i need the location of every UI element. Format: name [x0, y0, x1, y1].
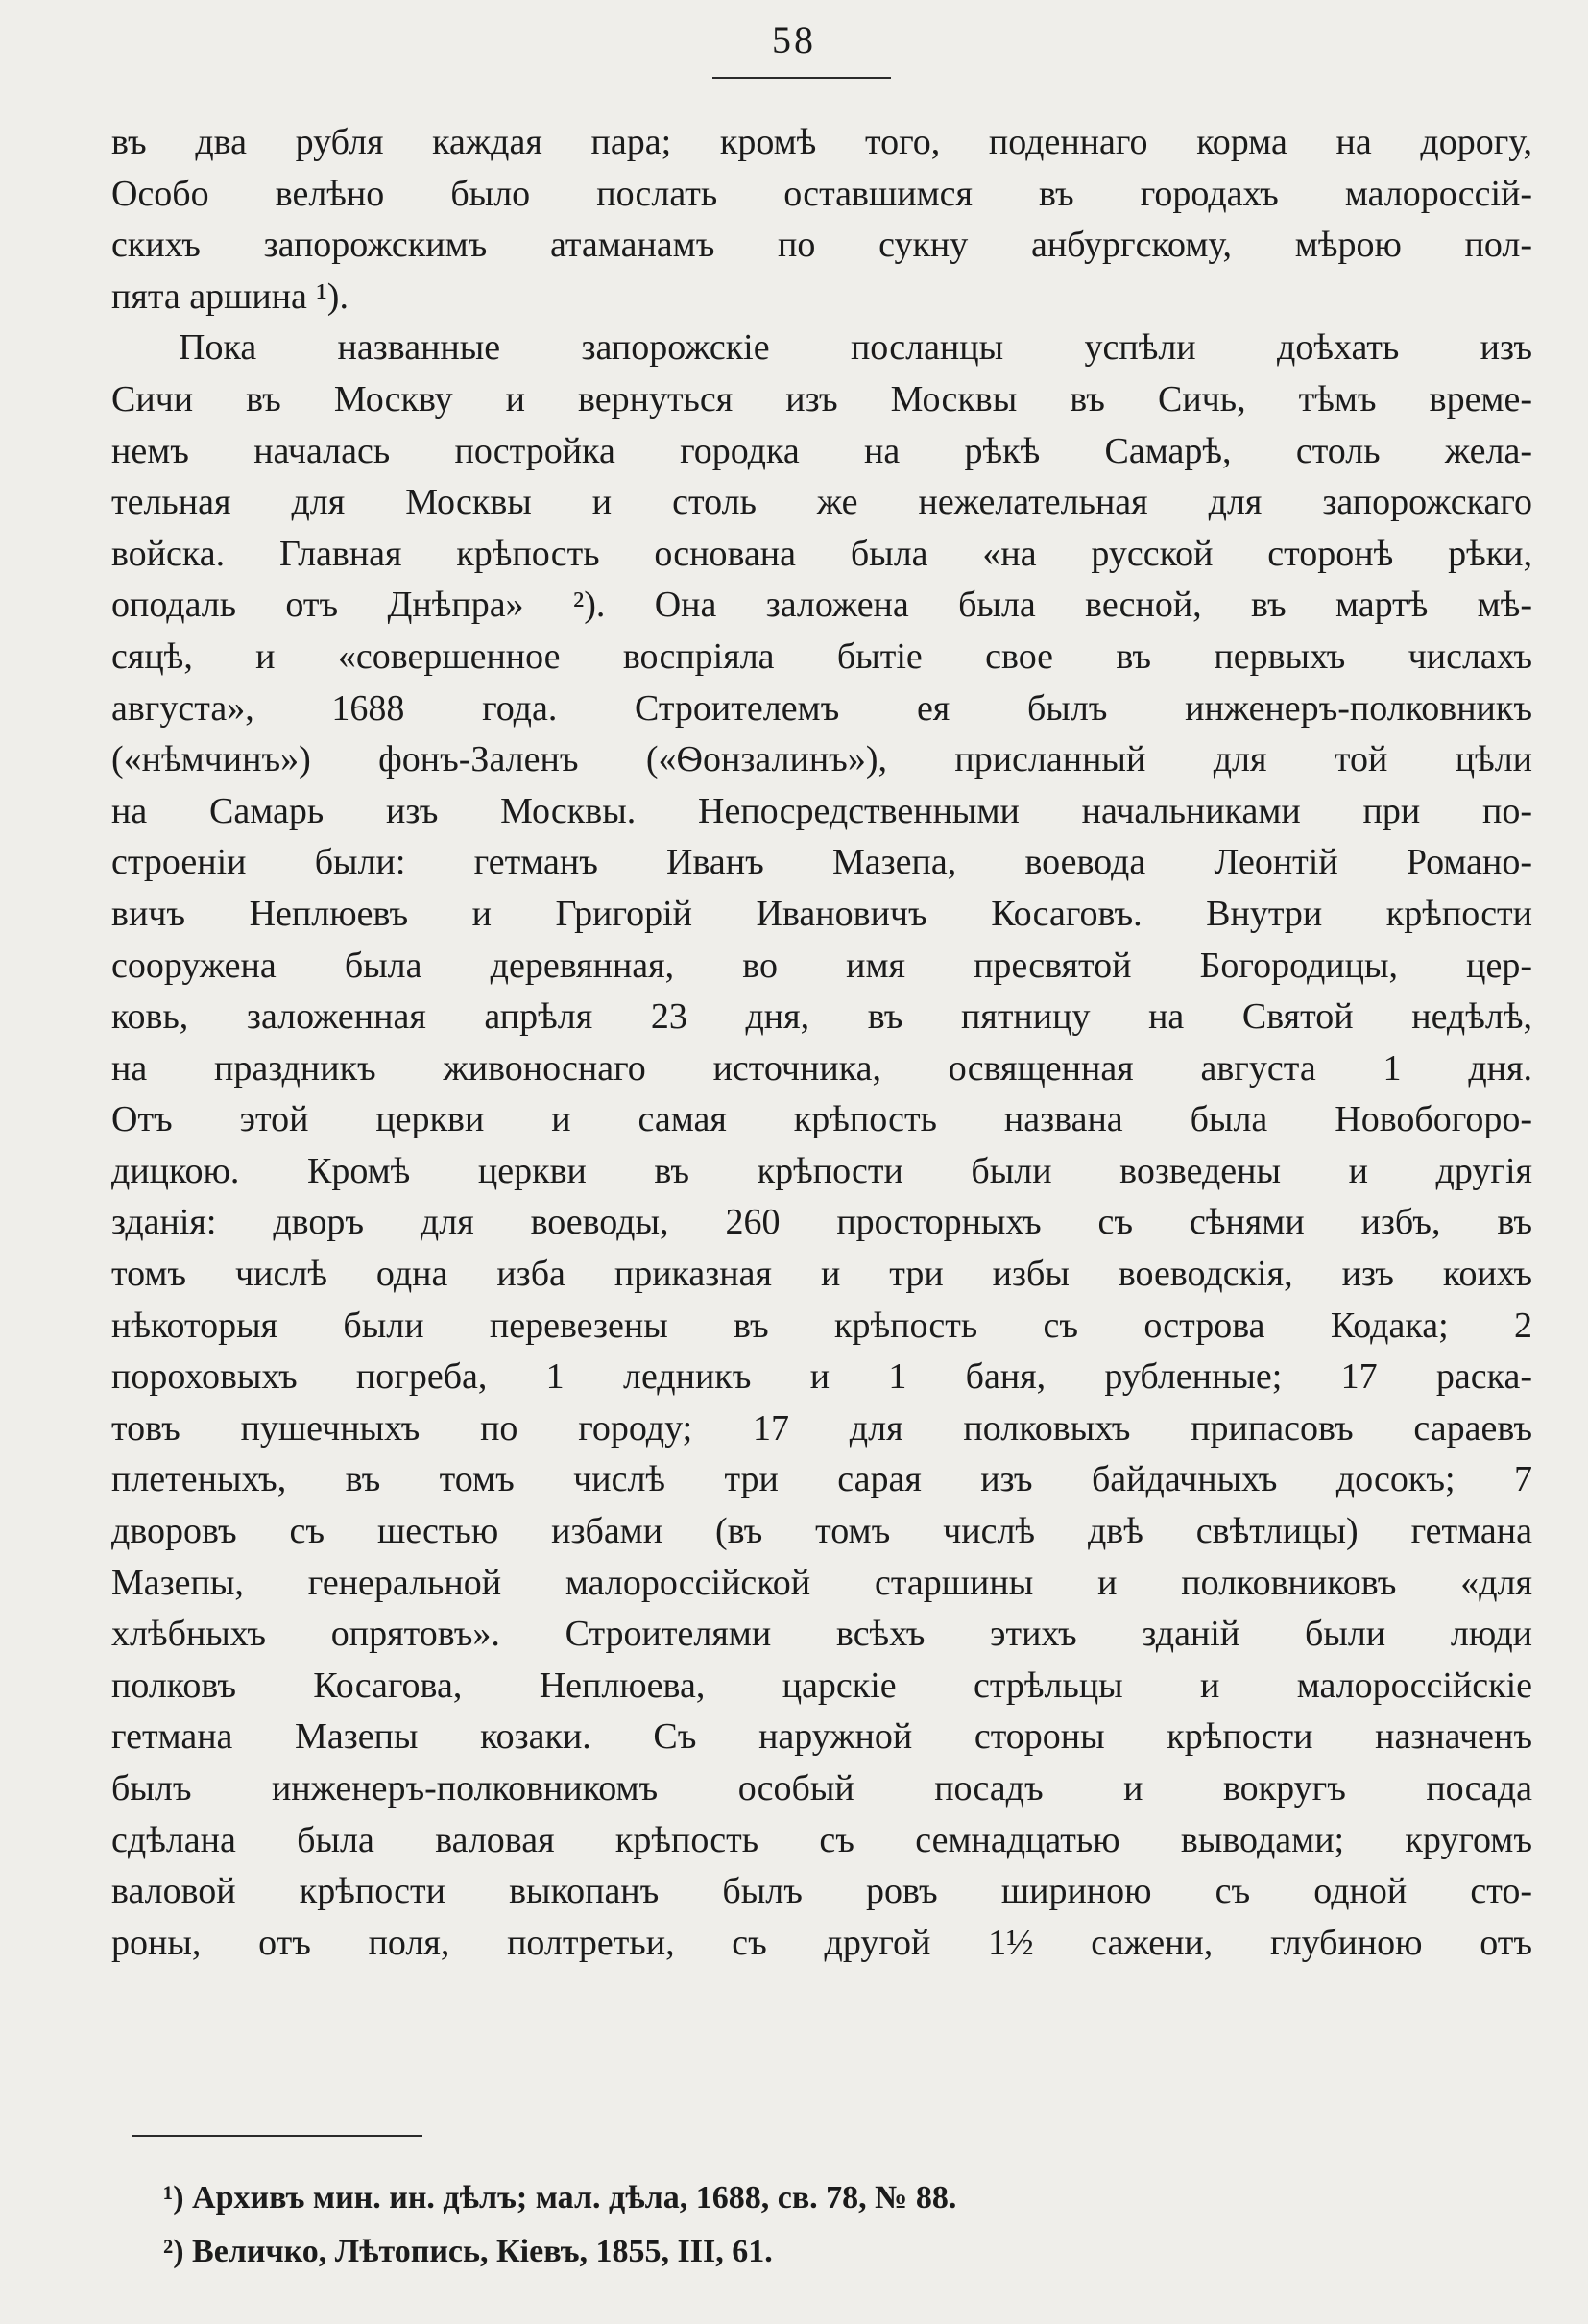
text-line: («нѣмчинъ») фонъ-Заленъ («Ѳонзалинъ»), присланный для той цѣли: [111, 739, 1532, 780]
text-line: роны, отъ поля, полтретьи, съ другой 1½ сажени, глубиною отъ: [111, 1922, 1532, 1963]
text-line: немъ началась постройка городка на рѣкѣ Самарѣ, столь жела-: [111, 430, 1532, 471]
text-line: томъ числѣ одна изба приказная и три избы воеводскія, изъ коихъ: [111, 1254, 1532, 1295]
text-line: хлѣбныхъ опрятовъ». Строителями всѣхъ этихъ зданій были люди: [111, 1614, 1532, 1655]
text-line: Пока названные запорожскіе посланцы успѣли доѣхать изъ: [179, 327, 1532, 369]
text-line: войска. Главная крѣпость основана была «на русской сторонѣ рѣки,: [111, 533, 1532, 574]
text-line: на праздникъ живоноснаго источника, освященная августа 1 дня.: [111, 1047, 1532, 1089]
text-line: валовой крѣпости выкопанъ былъ ровъ шириною съ одной сто-: [111, 1871, 1532, 1912]
text-line: скихъ запорожскимъ атаманамъ по сукну анбургскому, мѣрою пол-: [111, 225, 1532, 266]
text-line: пята аршина ¹).: [111, 276, 349, 317]
text-line: сяцѣ, и «совершенное воспріяла бытіе свое въ первыхъ числахъ: [111, 635, 1532, 677]
text-line: дворовъ съ шестью избами (въ томъ числѣ двѣ свѣтлицы) гетмана: [111, 1511, 1532, 1552]
page-number-rule: [712, 77, 891, 79]
text-line: сооружена была деревянная, во имя пресвятой Богородицы, цер-: [111, 945, 1532, 986]
text-line: пороховыхъ погреба, 1 ледникъ и 1 баня, рубленные; 17 раска-: [111, 1356, 1532, 1398]
footnote-divider: [132, 2135, 422, 2137]
text-line: на Самарь изъ Москвы. Непосредственными начальниками при по-: [111, 790, 1532, 831]
text-line: полковъ Косагова, Неплюева, царскіе стрѣльцы и малороссійскіе: [111, 1665, 1532, 1706]
text-line: ковь, заложенная апрѣля 23 дня, въ пятницу на Святой недѣлѣ,: [111, 996, 1532, 1038]
footnote-1: ¹) Архивъ мин. ин. дѣлъ; мал. дѣла, 1688, св. 78, № 88.: [163, 2180, 957, 2216]
text-line: гетмана Мазепы козаки. Съ наружной стороны крѣпости назначенъ: [111, 1716, 1532, 1758]
text-line: дицкою. Кромѣ церкви въ крѣпости были возведены и другія: [111, 1150, 1532, 1191]
text-line: въ два рубля каждая пара; кромѣ того, поденнаго корма на дорогу,: [111, 122, 1532, 162]
main-text: [111, 117, 1532, 1969]
text-line: августа», 1688 года. Строителемъ ея былъ инженеръ-полковникъ: [111, 687, 1532, 729]
text-line: былъ инженеръ-полковникомъ особый посадъ и вокругъ посада: [111, 1768, 1532, 1809]
text-line: строеніи были: гетманъ Иванъ Мазепа, воевода Леонтій Романо-: [111, 842, 1532, 883]
text-line: зданія: дворъ для воеводы, 260 просторныхъ съ сѣнями избъ, въ: [111, 1202, 1532, 1243]
text-line: товъ пушечныхъ по городу; 17 для полковыхъ припасовъ сараевъ: [111, 1407, 1532, 1449]
text-line: тельная для Москвы и столь же нежелательная для запорожскаго: [111, 482, 1532, 523]
text-line: плетеныхъ, въ томъ числѣ три сарая изъ байдачныхъ досокъ; 7: [111, 1459, 1532, 1500]
text-line: Мазепы, генеральной малороссійской старшины и полковниковъ «для: [111, 1562, 1532, 1603]
page-number: 58: [772, 18, 816, 61]
footnotes: [163, 2171, 1411, 2279]
text-line: сдѣлана была валовая крѣпость съ семнадцатью выводами; кругомъ: [111, 1819, 1532, 1860]
text-line: Сичи въ Москву и вернуться изъ Москвы въ Сичь, тѣмъ време-: [111, 378, 1532, 419]
text-line: Отъ этой церкви и самая крѣпость названа была Новобогоро-: [111, 1099, 1532, 1140]
text-line: нѣкоторыя были перевезены въ крѣпость съ острова Кодака; 2: [111, 1305, 1532, 1346]
footnote-2: ²) Величко, Лѣтопись, Кіевъ, 1855, III, 61.: [163, 2234, 773, 2269]
text-line: Особо велѣно было послать оставшимся въ городахъ малороссій-: [111, 173, 1532, 214]
text-line: оподаль отъ Днѣпра» ²). Она заложена была весной, въ мартѣ мѣ-: [111, 585, 1532, 626]
text-line: вичъ Неплюевъ и Григорій Ивановичъ Косаговъ. Внутри крѣпости: [111, 893, 1532, 934]
